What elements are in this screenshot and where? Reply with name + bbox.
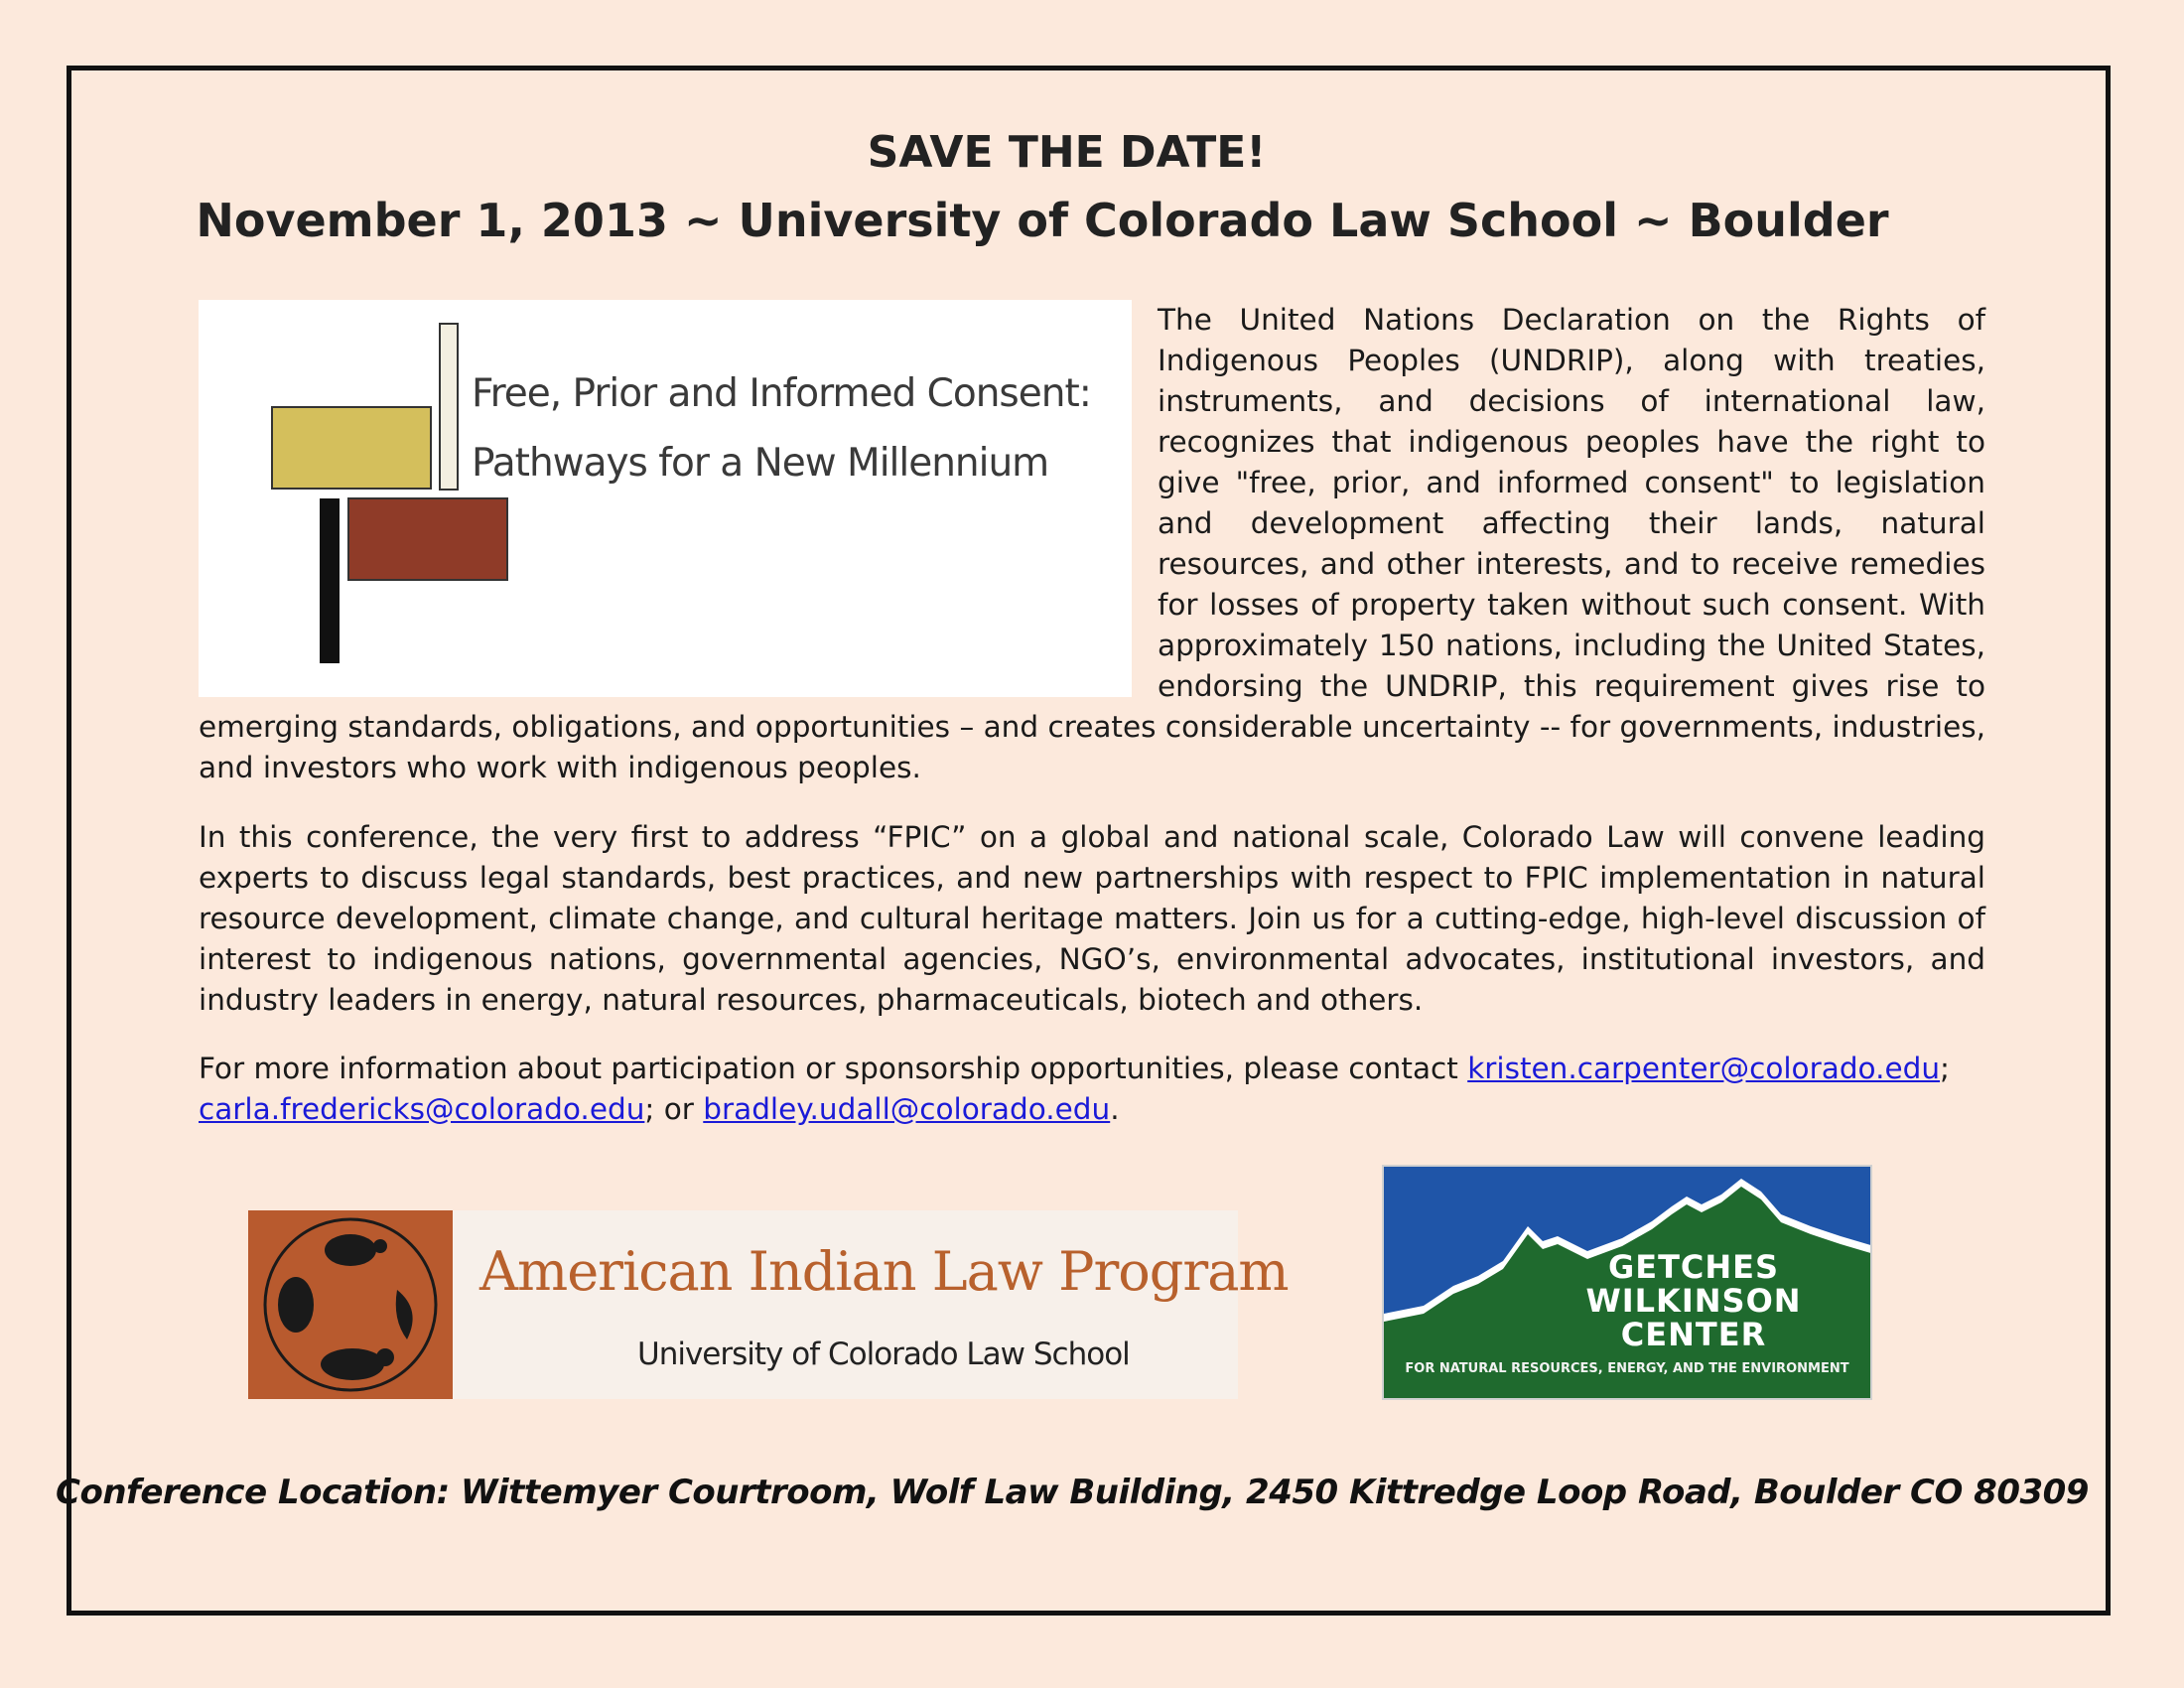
undrip-text: The United Nations Declaration on the Rights of Indigenous Peoples (UNDRIP), along with treaties, instruments, and decisions of international law, recognizes that indigenous peoples have the right to give "free, prior, and informed consent" to legislation and development affecting their lands, natural resources, and other interests, and to receive remedies for losses of property taken without such consent. With approximately 150 nations, including the United States, endorsing the UNDRIP, this requirement gives rise to emerging standards, obligations, and opportunities – and creates considerable uncertainty -- for governments, industries, and investors who work with indigenous peoples.: [199, 303, 1985, 784]
aila-program-name: American Indian Law Program: [479, 1240, 1289, 1303]
conference-location: Conference Location: Wittemyer Courtroom, Wolf Law Building, 2450 Kittredge Loop Road, Boulder CO 80309: [56, 1473, 2089, 1512]
save-the-date-heading: SAVE THE DATE!: [867, 127, 1267, 178]
email-link-carpenter[interactable]: kristen.carpenter@colorado.edu: [1467, 1052, 1941, 1085]
conference-paragraph: In this conference, the very first to address “FPIC” on a global and national scale, Colorado Law will convene leading experts to discuss legal standards, best practices, and new partnerships with respect to FPIC implementation in natural resource development, climate change, and cultural heritage matters. Join us for a cutting-edge, high-level discussion of interest to indigenous nations, governmental agencies, NGO’s, environmental advocates, institutional investors, and industry leaders in energy, natural resources, pharmaceuticals, biotech and others.: [199, 820, 1985, 1017]
fpic-title-line1: Free, Prior and Informed Consent:: [472, 371, 1091, 416]
email-link-fredericks[interactable]: carla.fredericks@colorado.edu: [199, 1092, 645, 1126]
separator: ;: [1940, 1052, 1950, 1085]
getches-wilkinson-center-logo: [1382, 1165, 1872, 1400]
undrip-paragraph: [199, 300, 1985, 788]
aila-school-name: University of Colorado Law School: [637, 1336, 1130, 1372]
email-link-udall[interactable]: bradley.udall@colorado.edu: [703, 1092, 1111, 1126]
contact-paragraph: [199, 1049, 1985, 1130]
event-date-heading: November 1, 2013 ~ University of Colorado Law School ~ Boulder: [196, 194, 1889, 247]
contact-intro: For more information about participation or sponsorship opportunities, please contact: [199, 1052, 1468, 1085]
fpic-title-line2: Pathways for a New Millennium: [472, 441, 1049, 486]
period: .: [1110, 1092, 1120, 1126]
american-indian-law-program-logo: [248, 1210, 1289, 1399]
emblem-graphic: [248, 1210, 453, 1399]
gwc-name-line2: WILKINSON: [1585, 1282, 1802, 1320]
gwc-name-line3: CENTER: [1620, 1316, 1767, 1353]
logo-float-spacer: [199, 300, 1158, 693]
separator: ; or: [644, 1092, 704, 1126]
animal-emblem: [248, 1210, 453, 1399]
gwc-name-line1: GETCHES: [1607, 1248, 1780, 1286]
gwc-tagline: FOR NATURAL RESOURCES, ENERGY, AND THE ENVIRONMENT: [1405, 1361, 1849, 1376]
